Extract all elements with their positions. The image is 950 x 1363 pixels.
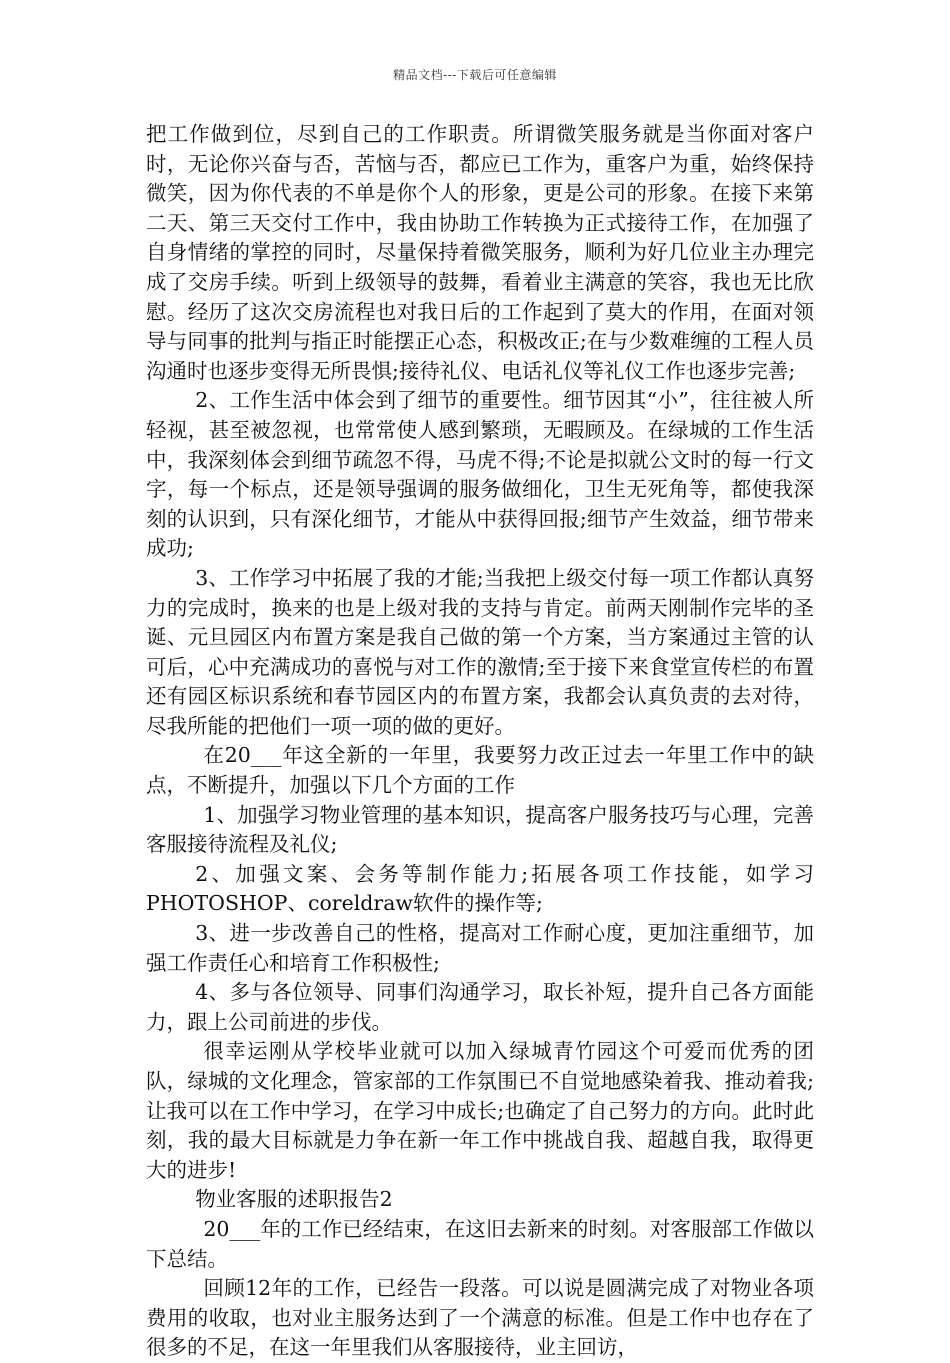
paragraph-conclusion: 很幸运刚从学校毕业就可以加入绿城青竹园这个可爱而优秀的团队，绿城的文化理念，管家部的工作氛围已不自觉地感染着我、推动着我;让我可以在工作中学习，在学习中成长;也确定了自己努力的方向。此时此刻，我的最大目标就是力争在新一年工作中挑战自我、超越自我，取得更大的进步! xyxy=(146,1039,814,1182)
paragraph-continuation: 把工作做到位，尽到自己的工作职责。所谓微笑服务就是当你面对客户时，无论你兴奋与否，苦恼与否，都应已工作为，重客户为重，始终保持微笑，因为你代表的不单是你个人的形象，更是公司的形象。在接下来第二天、第三天交付工作中，我由协助工作转换为正式接待工作，在加强了自身情绪的掌控的同时，尽量保持着微笑服务，顺利为好几位业主办理完成了交房手续。听到上级领导的鼓舞，看着业主满意的笑容，我也无比欣慰。经历了这次交房流程也对我日后的工作起到了莫大的作用，在面对领导与同事的批判与指正时能摆正心态，积极改正;在与少数难缠的工程人员沟通时也逐步变得无所畏惧;接待礼仪、电话礼仪等礼仪工作也逐步完善; xyxy=(146,122,814,383)
paragraph-point-2: 2、工作生活中体会到了细节的重要性。细节因其“小”，往往被人所轻视，甚至被忽视，也常常使人感到繁琐，无暇顾及。在绿城的工作生活中，我深刻体会到细节疏忽不得，马虎不得;不论是拟就公文时的每一行文字，每一个标点，还是领导强调的服务做细化，卫生无死角等，都使我深刻的认识到，只有深化细节，才能从中获得回报;细节产生效益，细节带来成功; xyxy=(146,388,814,561)
paragraph-plan-1: 1、加强学习物业管理的基本知识，提高客户服务技巧与心理，完善客服接待流程及礼仪; xyxy=(146,802,814,857)
paragraph-report-review: 回顾12年的工作，已经告一段落。可以说是圆满完成了对物业各项费用的收取，也对业主服务达到了一个满意的标准。但是工作中也存在了很多的不足，在这一年里我们从客服接待，业主回访， xyxy=(146,1276,814,1360)
paragraph-plan-4: 4、多与各位领导、同事们沟通学习，取长补短，提升自己各方面能力，跟上公司前进的步伐。 xyxy=(146,980,814,1034)
page-header: 精品文档---下载后可任意编辑 xyxy=(393,68,557,82)
paragraph-report-intro: 20___年的工作已经结束，在这旧去新来的时刻。对客服部工作做以下总结。 xyxy=(146,1216,814,1271)
document-body xyxy=(146,120,814,1363)
paragraph-point-3: 3、工作学习中拓展了我的才能;当我把上级交付每一项工作都认真努力的完成时，换来的也是上级对我的支持与肯定。前两天刚制作完毕的圣诞、元旦园区内布置方案是我自己做的第一个方案，当方案通过主管的认可后，心中充满成功的喜悦与对工作的激情;至于接下来食堂宣传栏的布置还有园区标识系统和春节园区内的布置方案，我都会认真负责的去对待，尽我所能的把他们一项一项的做的更好。 xyxy=(146,565,814,738)
paragraph-plan-3: 3、进一步改善自己的性格，提高对工作耐心度，更加注重细节，加强工作责任心和培育工作积极性; xyxy=(146,921,814,975)
section-heading: 物业客服的述职报告2 xyxy=(195,1187,393,1212)
paragraph-new-year: 在20___年这全新的一年里，我要努力改正过去一年里工作中的缺点，不断提升，加强以下几个方面的工作 xyxy=(146,743,814,798)
paragraph-plan-2: 2、加强文案、会务等制作能力;拓展各项工作技能，如学习PHOTOSHOP、coreldraw软件的操作等; xyxy=(146,861,814,916)
